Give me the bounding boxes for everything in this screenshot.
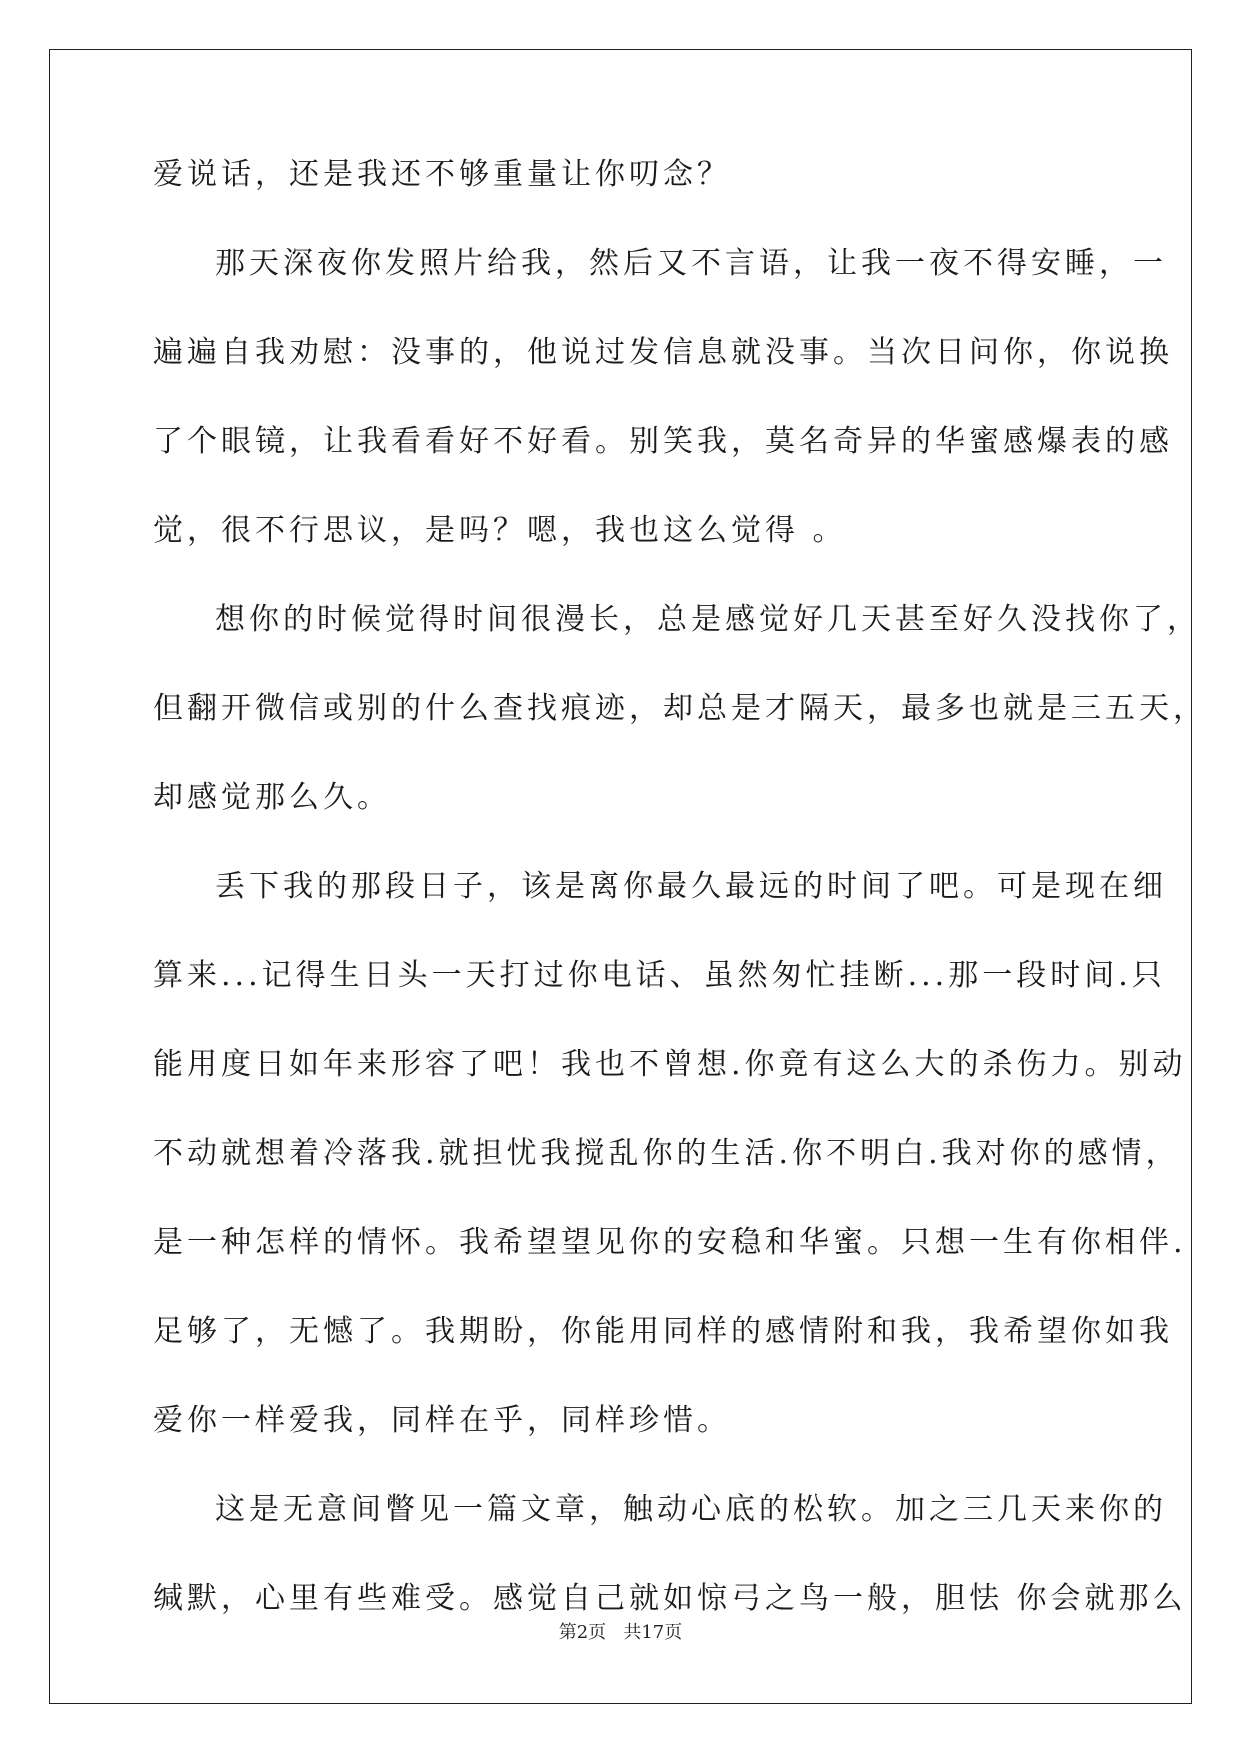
document-body [153, 157, 1207, 1673]
text-line: 足够了，无憾了。我期盼，你能用同样的感情附和我，我希望你如我 [153, 1314, 1173, 1349]
text-line: 了个眼镜，让我看看好不好看。别笑我，莫名奇异的华蜜感爆表的感 [153, 424, 1173, 459]
text-line: 但翻开微信或别的什么查找痕迹，却总是才隔天，最多也就是三五天， [153, 691, 1207, 726]
text-line: 那天深夜你发照片给我，然后又不言语，让我一夜不得安睡，一 [215, 246, 1167, 281]
text-line: 算来...记得生日头一天打过你电话、虽然匆忙挂断...那一段时间.只 [153, 958, 1166, 993]
text-line: 觉，很不行思议，是吗？嗯，我也这么觉得 。 [153, 513, 847, 548]
text-line: 这是无意间瞥见一篇文章，触动心底的松软。加之三几天来你的 [215, 1492, 1167, 1527]
text-line: 能用度日如年来形容了吧！我也不曾想.你竟有这么大的杀伤力。别动 [153, 1047, 1187, 1082]
text-line: 却感觉那么久。 [153, 780, 391, 815]
text-line: 爱说话，还是我还不够重量让你叨念？ [153, 157, 731, 192]
text-line: 不动就想着冷落我.就担忧我搅乱你的生活.你不明白.我对你的感情， [153, 1136, 1180, 1171]
text-line: 丢下我的那段日子，该是离你最久最远的时间了吧。可是现在细 [215, 869, 1167, 904]
text-line: 是一种怎样的情怀。我希望望见你的安稳和华蜜。只想一生有你相伴. [153, 1225, 1187, 1260]
page-number-footer: 第2页 共17页 [558, 1622, 683, 1643]
text-line: 爱你一样爱我，同样在乎，同样珍惜。 [153, 1403, 731, 1438]
text-line: 缄默，心里有些难受。感觉自己就如惊弓之鸟一般，胆怯 你会就那么 [153, 1581, 1187, 1616]
text-line: 遍遍自我劝慰：没事的，他说过发信息就没事。当次日问你，你说换 [153, 335, 1173, 370]
text-line: 想你的时候觉得时间很漫长，总是感觉好几天甚至好久没找你了， [215, 602, 1201, 637]
